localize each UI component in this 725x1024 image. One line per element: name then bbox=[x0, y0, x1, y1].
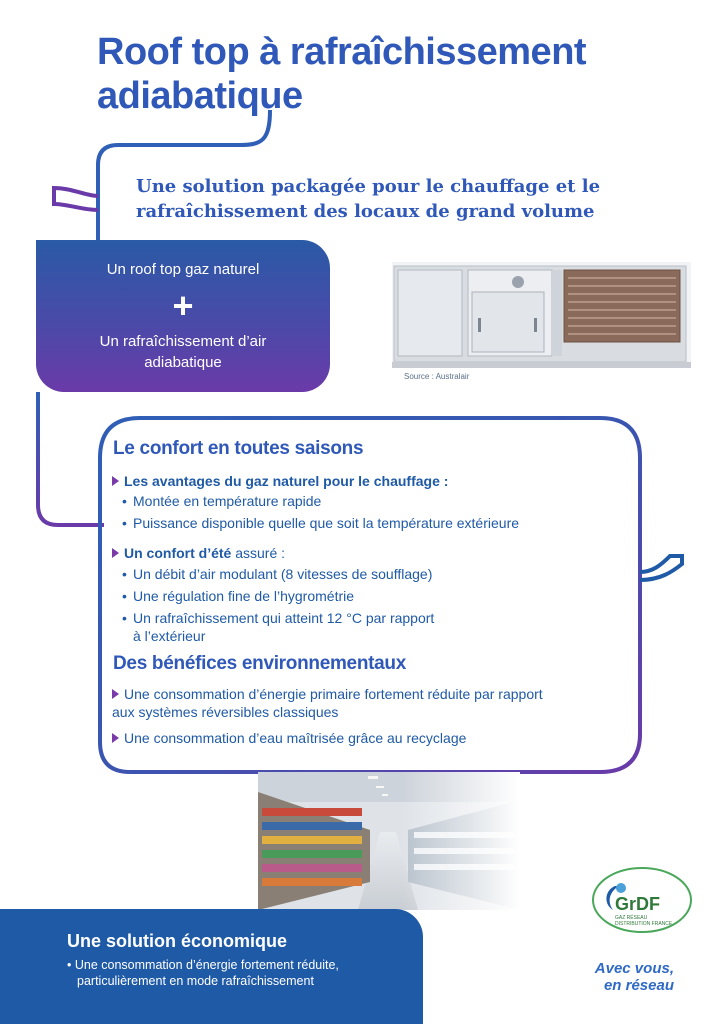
triangle-bullet-icon bbox=[112, 476, 119, 486]
combo-item-cooling-line-1: Un rafraîchissement d’air bbox=[99, 333, 267, 350]
list-item: • Puissance disponible quelle que soit la température extérieure bbox=[122, 515, 520, 531]
summer-heading bbox=[112, 544, 285, 562]
logo-tagline-1: GAZ RÉSEAU bbox=[615, 915, 648, 921]
list-item: • Une régulation fine de l’hygrométrie bbox=[122, 588, 355, 604]
grdf-logo bbox=[591, 866, 693, 934]
environment-item-1-line-1: Une consommation d’énergie primaire fortement réduite par rapport bbox=[124, 686, 543, 702]
environment-item-2 bbox=[112, 729, 466, 747]
economic-item: • Une consommation d’énergie fortement réduite, particulièrement en mode rafraîchissement bbox=[67, 957, 397, 989]
list-item: • Un débit d’air modulant (8 vitesses de soufflage) bbox=[122, 566, 433, 582]
supermarket-aisle-photo bbox=[258, 772, 520, 910]
summer-item-2: Une régulation fine de l’hygrométrie bbox=[133, 588, 355, 604]
economic-item-line-2: particulièrement en mode rafraîchissement bbox=[77, 974, 314, 988]
environment-item-2-text: Une consommation d’eau maîtrisée grâce au recyclage bbox=[124, 730, 467, 746]
logo-brand: GrDF bbox=[615, 894, 660, 914]
summer-item-3-continued: à l’extérieur bbox=[133, 628, 206, 644]
combo-item-cooling-line-2: adiabatique bbox=[144, 354, 222, 371]
subtitle bbox=[136, 174, 676, 224]
triangle-bullet-icon bbox=[112, 733, 119, 743]
list-item: • Un rafraîchissement qui atteint 12 °C par rapport à l’extérieur bbox=[122, 610, 435, 644]
heating-heading bbox=[112, 472, 448, 490]
environment-item-1 bbox=[112, 685, 543, 721]
title-line-2: adiabatique bbox=[97, 75, 303, 117]
heating-item-1: Montée en température rapide bbox=[133, 493, 322, 509]
slogan-line-2: en réseau bbox=[603, 977, 674, 994]
roof-top-unit-photo bbox=[392, 262, 691, 368]
page-title bbox=[97, 30, 657, 118]
plus-icon: + bbox=[172, 285, 194, 326]
slogan bbox=[590, 960, 674, 994]
summer-heading-bold: Un confort d’été bbox=[124, 545, 232, 561]
combo-item-roof-top: Un roof top gaz naturel bbox=[106, 261, 260, 278]
subtitle-line-1: Une solution packagée pour le chauffage et le bbox=[136, 176, 601, 197]
list-item: • Montée en température rapide bbox=[122, 493, 322, 509]
combo-box bbox=[36, 240, 330, 392]
subtitle-line-2: rafraîchissement des locaux de grand volume bbox=[136, 201, 595, 222]
title-line-1: Roof top à rafraîchissement bbox=[97, 31, 587, 73]
economic-box bbox=[0, 909, 423, 1024]
photo-caption: Source : Australair bbox=[404, 372, 470, 381]
summer-item-3: Un rafraîchissement qui atteint 12 °C par rapport bbox=[133, 610, 435, 626]
leaf-icon-right bbox=[640, 556, 682, 580]
environment-item-1-line-2: aux systèmes réversibles classiques bbox=[112, 704, 339, 720]
economic-section-title: Une solution économique bbox=[67, 931, 288, 951]
triangle-bullet-icon bbox=[112, 689, 119, 699]
triangle-bullet-icon bbox=[112, 548, 119, 558]
connector-line-left bbox=[38, 392, 104, 525]
summer-item-1: Un débit d’air modulant (8 vitesses de soufflage) bbox=[133, 566, 433, 582]
heating-item-2: Puissance disponible quelle que soit la température extérieure bbox=[133, 515, 520, 531]
economic-item-line-1: Une consommation d’énergie fortement réduite, bbox=[74, 958, 339, 972]
logo-tagline-2: DISTRIBUTION FRANCE bbox=[615, 921, 673, 927]
combo-item-cooling bbox=[56, 331, 310, 373]
heating-heading-text: Les avantages du gaz naturel pour le chauffage : bbox=[124, 473, 449, 489]
environment-section-title: Des bénéfices environnementaux bbox=[113, 653, 406, 674]
slogan-line-1: Avec vous, bbox=[594, 960, 674, 977]
leaf-icon bbox=[54, 188, 98, 210]
comfort-section-title: Le confort en toutes saisons bbox=[113, 438, 364, 459]
summer-heading-rest: assuré : bbox=[231, 545, 286, 561]
